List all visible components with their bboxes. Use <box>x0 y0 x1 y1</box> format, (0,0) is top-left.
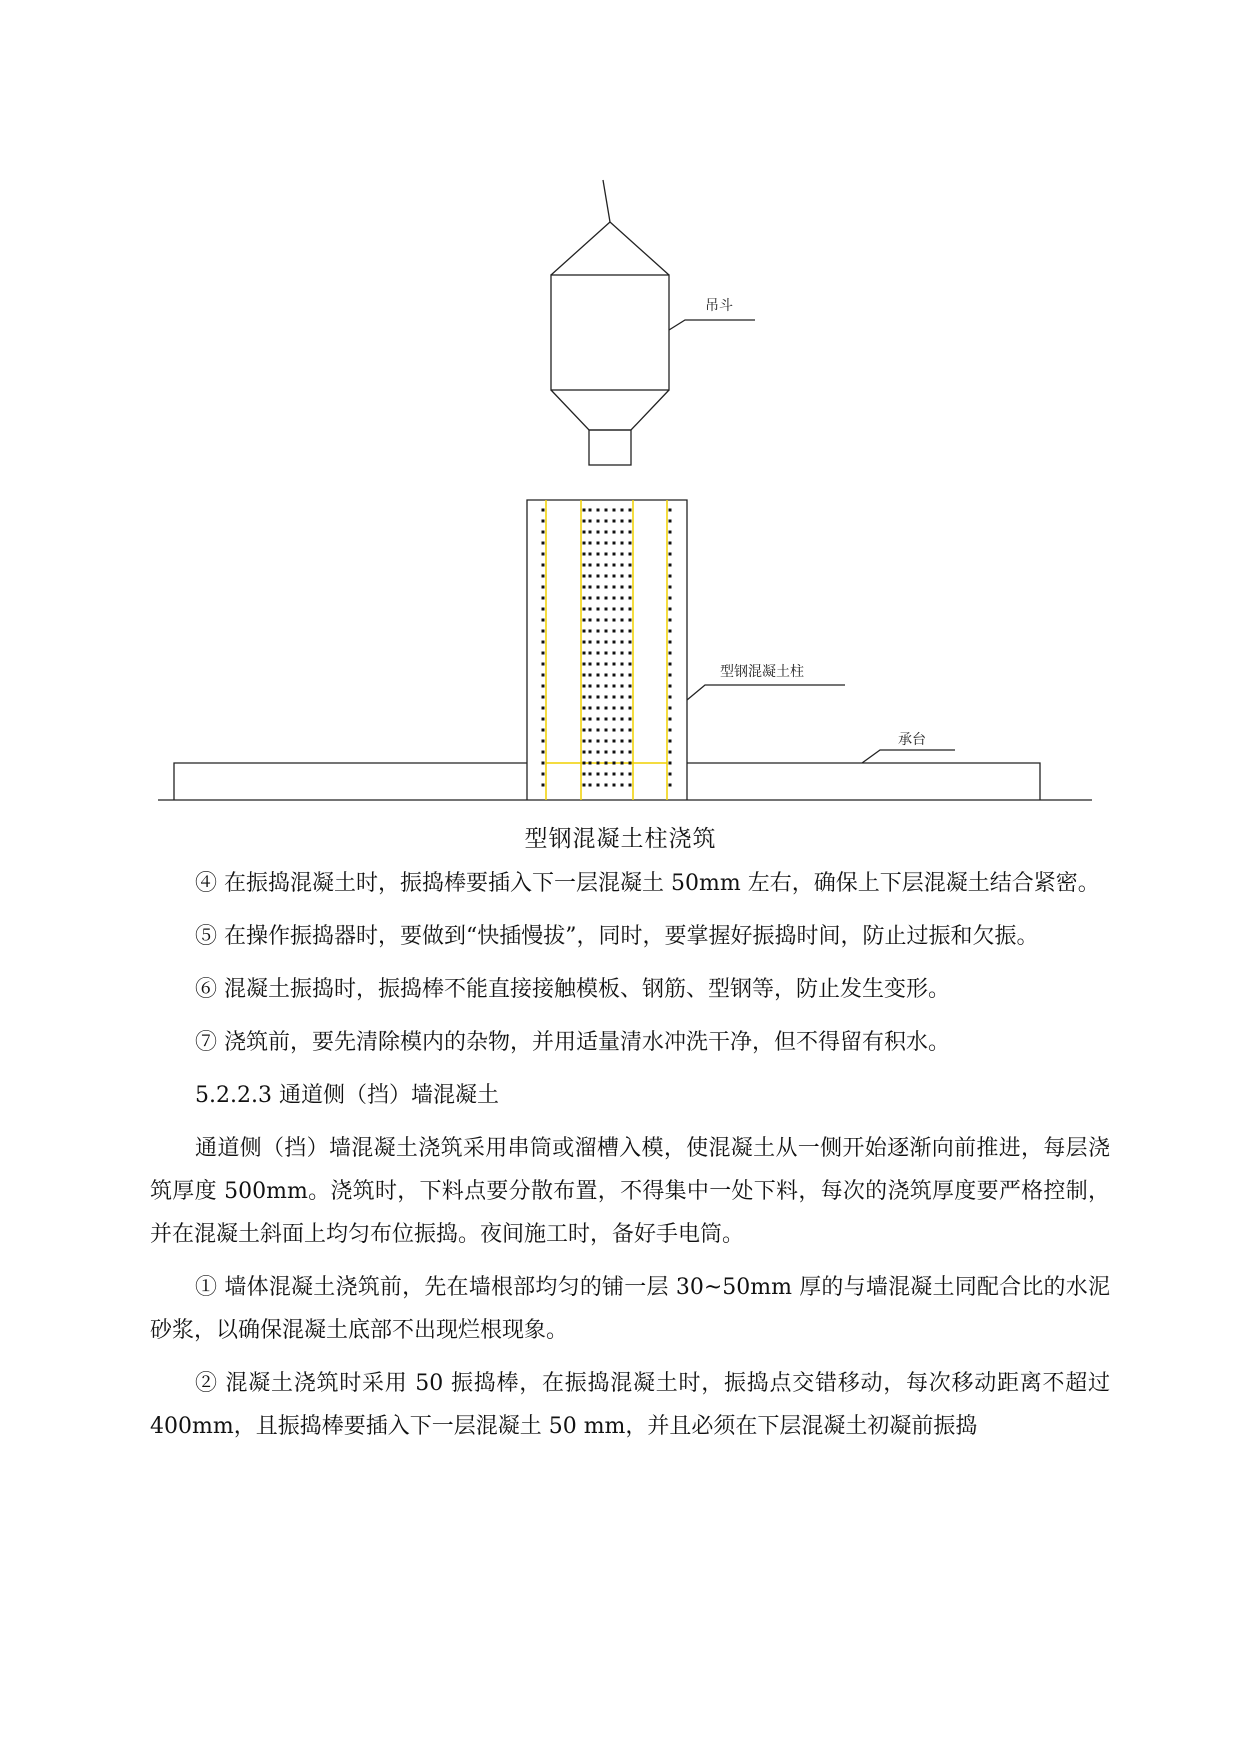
rebar-dot <box>613 762 616 765</box>
rebar-dot <box>621 696 624 699</box>
rebar-dot <box>629 707 632 710</box>
rebar-dot <box>583 575 586 578</box>
rebar-dot <box>613 751 616 754</box>
rebar-dot <box>542 520 545 523</box>
rebar-dot <box>629 520 632 523</box>
rebar-dot <box>542 729 545 732</box>
rebar-dot <box>542 575 545 578</box>
rebar-dot <box>589 784 592 787</box>
rebar-dot <box>583 509 586 512</box>
rebar-dot <box>605 553 608 556</box>
rebar-dot <box>613 663 616 666</box>
rebar-dot <box>597 619 600 622</box>
rebar-dot <box>597 696 600 699</box>
rebar-dot <box>542 674 545 677</box>
rebar-dot <box>669 707 672 710</box>
rebar-dot <box>621 652 624 655</box>
rebar-dot <box>542 641 545 644</box>
rebar-dot <box>613 608 616 611</box>
rebar-dot <box>621 641 624 644</box>
rebar-dot <box>589 663 592 666</box>
rebar-dot <box>669 619 672 622</box>
rebar-dot <box>629 575 632 578</box>
rebar-dot <box>542 608 545 611</box>
hopper-drawing <box>551 180 755 465</box>
rebar-dot <box>613 674 616 677</box>
rebar-dot <box>605 707 608 710</box>
rebar-dot <box>669 564 672 567</box>
cap-leader <box>862 750 955 763</box>
rebar-dot <box>669 597 672 600</box>
rebar-dot <box>621 707 624 710</box>
rebar-dot <box>597 509 600 512</box>
rebar-dot <box>669 674 672 677</box>
rebar-dot <box>583 674 586 677</box>
cap-left <box>174 763 527 800</box>
paragraph-5: ⑤ 在操作振捣器时，要做到“快插慢拔”，同时，要掌握好振捣时间，防止过振和欠振。 <box>195 924 1039 949</box>
rebar-dot <box>613 707 616 710</box>
rebar-dot <box>629 718 632 721</box>
rebar-dot <box>613 597 616 600</box>
rebar-dot <box>589 685 592 688</box>
rebar-dot <box>542 685 545 688</box>
rebar-dot <box>629 509 632 512</box>
rebar-dot <box>583 520 586 523</box>
rebar-dot <box>629 729 632 732</box>
rebar-dot <box>589 586 592 589</box>
rebar-dot <box>583 608 586 611</box>
rebar-dot <box>629 696 632 699</box>
rebar-dot <box>597 586 600 589</box>
column-label: 型钢混凝土柱 <box>720 664 804 680</box>
rebar-dot <box>621 729 624 732</box>
rebar-dot <box>597 773 600 776</box>
rebar-dot <box>629 652 632 655</box>
rebar-dot <box>629 619 632 622</box>
rebar-dot <box>583 729 586 732</box>
rebar-dot <box>629 751 632 754</box>
rebar-dot <box>542 663 545 666</box>
paragraph-6: ⑥ 混凝土振捣时，振捣棒不能直接接触模板、钢筋、型钢等，防止发生变形。 <box>195 977 950 1002</box>
rebar-dot <box>629 685 632 688</box>
rebar-dot <box>605 509 608 512</box>
rebar-dot <box>613 685 616 688</box>
rebar-dot <box>613 652 616 655</box>
rebar-dot <box>583 542 586 545</box>
rebar-dot <box>589 762 592 765</box>
rebar-dot <box>669 542 672 545</box>
paragraph-7: ⑦ 浇筑前，要先清除模内的杂物，并用适量清水冲洗干净，但不得留有积水。 <box>195 1030 950 1055</box>
rebar-dot <box>629 674 632 677</box>
cap-label: 承台 <box>898 732 926 748</box>
rebar-dot <box>669 586 672 589</box>
rebar-dot <box>605 641 608 644</box>
rebar-dot <box>629 762 632 765</box>
rebar-dot <box>605 718 608 721</box>
rebar-dot <box>597 751 600 754</box>
rebar-dot <box>621 762 624 765</box>
rebar-dot <box>542 718 545 721</box>
rebar-dot <box>605 674 608 677</box>
rebar-dot <box>629 542 632 545</box>
rebar-dot <box>597 762 600 765</box>
rebar-dot <box>669 729 672 732</box>
rebar-dot <box>542 696 545 699</box>
rebar-dot <box>542 784 545 787</box>
rebar-dot <box>597 608 600 611</box>
rebar-dot <box>613 586 616 589</box>
figure-caption: 型钢混凝土柱浇筑 <box>524 826 717 852</box>
rebar-dot <box>629 531 632 534</box>
rebar-dot <box>589 729 592 732</box>
rebar-dot <box>669 718 672 721</box>
rebar-dot <box>589 531 592 534</box>
rebar-dot <box>542 630 545 633</box>
rebar-dot <box>589 718 592 721</box>
rebar-dot <box>589 641 592 644</box>
rebar-dot <box>542 564 545 567</box>
rebar-dot <box>583 707 586 710</box>
rebar-dot <box>597 729 600 732</box>
rebar-dot <box>597 575 600 578</box>
rebar-dot <box>605 542 608 545</box>
rebar-dot <box>669 520 672 523</box>
rebar-dot <box>597 630 600 633</box>
rebar-dot <box>613 553 616 556</box>
rebar-dot <box>605 586 608 589</box>
rebar-dot <box>613 531 616 534</box>
rebar-dot <box>583 586 586 589</box>
rebar-dot <box>605 729 608 732</box>
rebar-dot <box>597 685 600 688</box>
rebar-dot <box>589 575 592 578</box>
column-pouring-diagram <box>0 0 1241 830</box>
rebar-dot <box>621 597 624 600</box>
rebar-dot <box>583 641 586 644</box>
rebar-dot <box>597 663 600 666</box>
column-drawing <box>527 500 845 800</box>
hoist-cable <box>603 180 610 222</box>
rebar-dot <box>597 652 600 655</box>
rebar-dot <box>605 531 608 534</box>
rebar-dot <box>605 564 608 567</box>
rebar-dot <box>621 740 624 743</box>
rebar-dot <box>597 564 600 567</box>
rebar-dot <box>613 641 616 644</box>
rebar-dot <box>669 641 672 644</box>
rebar-dot <box>583 696 586 699</box>
rebar-dot <box>621 674 624 677</box>
rebar-dot <box>621 685 624 688</box>
rebar-dot <box>605 773 608 776</box>
rebar-dot <box>621 773 624 776</box>
rebar-dot <box>542 531 545 534</box>
rebar-dot <box>605 520 608 523</box>
rebar-dot <box>629 740 632 743</box>
rebar-dot <box>613 509 616 512</box>
rebar-dot <box>621 553 624 556</box>
rebar-dot <box>589 542 592 545</box>
rebar-dot <box>542 740 545 743</box>
rebar-dot <box>613 773 616 776</box>
rebar-dot <box>669 685 672 688</box>
rebar-dot <box>669 663 672 666</box>
rebar-dot <box>629 663 632 666</box>
rebar-dot <box>589 509 592 512</box>
rebar-dot <box>669 608 672 611</box>
rebar-dot <box>605 685 608 688</box>
rebar-dot <box>583 597 586 600</box>
rebar-dot <box>589 520 592 523</box>
rebar-dot <box>669 784 672 787</box>
rebar-dot <box>669 652 672 655</box>
steel-section-lines <box>546 500 667 800</box>
rebar-dot <box>629 553 632 556</box>
rebar-dot <box>613 575 616 578</box>
rebar-dot <box>605 740 608 743</box>
rebar-dot <box>589 553 592 556</box>
rebar-dot <box>605 597 608 600</box>
rebar-dot <box>597 641 600 644</box>
rebar-dot <box>583 773 586 776</box>
rebar-dot <box>589 740 592 743</box>
rebar-dot <box>629 773 632 776</box>
rebar-dot <box>597 531 600 534</box>
rebar-dot <box>542 509 545 512</box>
rebar-dot <box>613 718 616 721</box>
rebar-dot <box>669 773 672 776</box>
rebar-dot <box>669 751 672 754</box>
rebar-dot <box>629 586 632 589</box>
rebar-dot <box>589 619 592 622</box>
rebar-dot <box>621 586 624 589</box>
paragraph-wall-2: ② 混凝土浇筑时采用 50 振捣棒，在振捣混凝土时，振捣点交错移动，每次移动距离不超过 400mm，且振捣棒要插入下一层混凝土 50 mm，并且必须在下层混凝土初凝前振捣 <box>150 1371 1110 1439</box>
rebar-dot <box>621 509 624 512</box>
rebar-dot <box>613 520 616 523</box>
rebar-dot <box>589 564 592 567</box>
rebar-dot <box>542 619 545 622</box>
hopper-body <box>551 275 669 390</box>
paragraph-wall-intro: 通道侧（挡）墙混凝土浇筑采用串筒或溜槽入模，使混凝土从一侧开始逐渐向前推进，每层浇筑厚度 500mm。浇筑时，下料点要分散布置，不得集中一处下料，每次的浇筑厚度要严格控制，并在混凝土斜面上均匀布位振捣。夜间施工时，备好手电筒。 <box>150 1136 1110 1247</box>
rebar-dot <box>589 608 592 611</box>
rebar-dot <box>613 542 616 545</box>
rebar-dot <box>613 740 616 743</box>
rebar-dot <box>589 674 592 677</box>
rebar-dot <box>597 542 600 545</box>
rebar-dot <box>597 718 600 721</box>
rebar-dot <box>605 663 608 666</box>
hopper-cone <box>551 390 669 430</box>
rebar-dot <box>542 597 545 600</box>
rebar-dot <box>621 564 624 567</box>
rebar-dot <box>669 509 672 512</box>
rebar-dot <box>589 707 592 710</box>
rebar-dot <box>589 751 592 754</box>
rebar-dot <box>583 740 586 743</box>
pile-cap-drawing <box>158 750 1092 800</box>
rebar-dot <box>597 784 600 787</box>
rebar-dot <box>669 553 672 556</box>
rebar-dot <box>542 751 545 754</box>
rebar-dot <box>621 619 624 622</box>
rebar-dot <box>605 696 608 699</box>
rebar-dot <box>597 674 600 677</box>
rebar-dot <box>583 531 586 534</box>
rebar-dot <box>621 751 624 754</box>
rebar-dot <box>583 619 586 622</box>
rebar-dot <box>597 597 600 600</box>
rebar-dot <box>621 663 624 666</box>
rebar-dot <box>589 773 592 776</box>
body-text <box>150 862 1110 1458</box>
rebar-dot <box>583 751 586 754</box>
rebar-dot <box>669 575 672 578</box>
rebar-dot <box>621 542 624 545</box>
rebar-dot <box>629 641 632 644</box>
rebar-dot <box>669 762 672 765</box>
rebar-dot <box>613 630 616 633</box>
rebar-dot <box>669 740 672 743</box>
rebar-dot <box>629 608 632 611</box>
rebar-dot <box>621 630 624 633</box>
hopper-label: 吊斗 <box>705 298 733 314</box>
column-leader <box>687 685 845 700</box>
rebar-dot <box>669 630 672 633</box>
rebar-dot <box>597 520 600 523</box>
rebar-dot <box>613 784 616 787</box>
rebar-dot <box>613 564 616 567</box>
rebar-dot <box>613 729 616 732</box>
rebar-dot <box>613 696 616 699</box>
rebar-dots <box>542 509 672 787</box>
rebar-dot <box>583 564 586 567</box>
rebar-dot <box>613 619 616 622</box>
rebar-dot <box>629 784 632 787</box>
hopper-outlet <box>589 430 631 465</box>
rebar-dot <box>621 784 624 787</box>
rebar-dot <box>621 520 624 523</box>
rebar-dot <box>542 762 545 765</box>
rebar-dot <box>605 608 608 611</box>
rebar-dot <box>605 652 608 655</box>
rebar-dot <box>589 652 592 655</box>
rebar-dot <box>621 575 624 578</box>
section-heading: 5.2.2.3 通道侧（挡）墙混凝土 <box>195 1083 499 1108</box>
rebar-dot <box>621 718 624 721</box>
rebar-dot <box>605 751 608 754</box>
rebar-dot <box>629 630 632 633</box>
rebar-dot <box>583 762 586 765</box>
rebar-dot <box>589 597 592 600</box>
rebar-dot <box>605 762 608 765</box>
rebar-dot <box>583 685 586 688</box>
rebar-dot <box>629 564 632 567</box>
rebar-dot <box>629 597 632 600</box>
rebar-dot <box>605 630 608 633</box>
rebar-dot <box>542 773 545 776</box>
rebar-dot <box>597 553 600 556</box>
rebar-dot <box>669 696 672 699</box>
rebar-dot <box>542 652 545 655</box>
rebar-dot <box>583 663 586 666</box>
rebar-dot <box>605 784 608 787</box>
rebar-dot <box>542 586 545 589</box>
rebar-dot <box>542 553 545 556</box>
paragraph-wall-1: ① 墙体混凝土浇筑前，先在墙根部均匀的铺一层 30~50mm 厚的与墙混凝土同配合比的水泥砂浆，以确保混凝土底部不出现烂根现象。 <box>150 1275 1110 1343</box>
column-outline <box>527 500 687 800</box>
rebar-dot <box>605 575 608 578</box>
rebar-dot <box>589 696 592 699</box>
rebar-dot <box>583 630 586 633</box>
paragraph-4: ④ 在振捣混凝土时，振捣棒要插入下一层混凝土 50mm 左右，确保上下层混凝土结合紧密。 <box>195 871 1100 896</box>
rebar-dot <box>669 531 672 534</box>
rebar-dot <box>589 630 592 633</box>
rebar-dot <box>605 619 608 622</box>
rebar-dot <box>542 707 545 710</box>
rebar-dot <box>542 542 545 545</box>
cap-right <box>687 763 1040 800</box>
rebar-dot <box>621 608 624 611</box>
rebar-dot <box>597 740 600 743</box>
rebar-dot <box>583 553 586 556</box>
rebar-dot <box>583 718 586 721</box>
hopper-top <box>551 222 669 275</box>
rebar-dot <box>583 652 586 655</box>
hopper-leader <box>669 320 755 330</box>
rebar-dot <box>583 784 586 787</box>
rebar-dot <box>597 707 600 710</box>
rebar-dot <box>621 531 624 534</box>
